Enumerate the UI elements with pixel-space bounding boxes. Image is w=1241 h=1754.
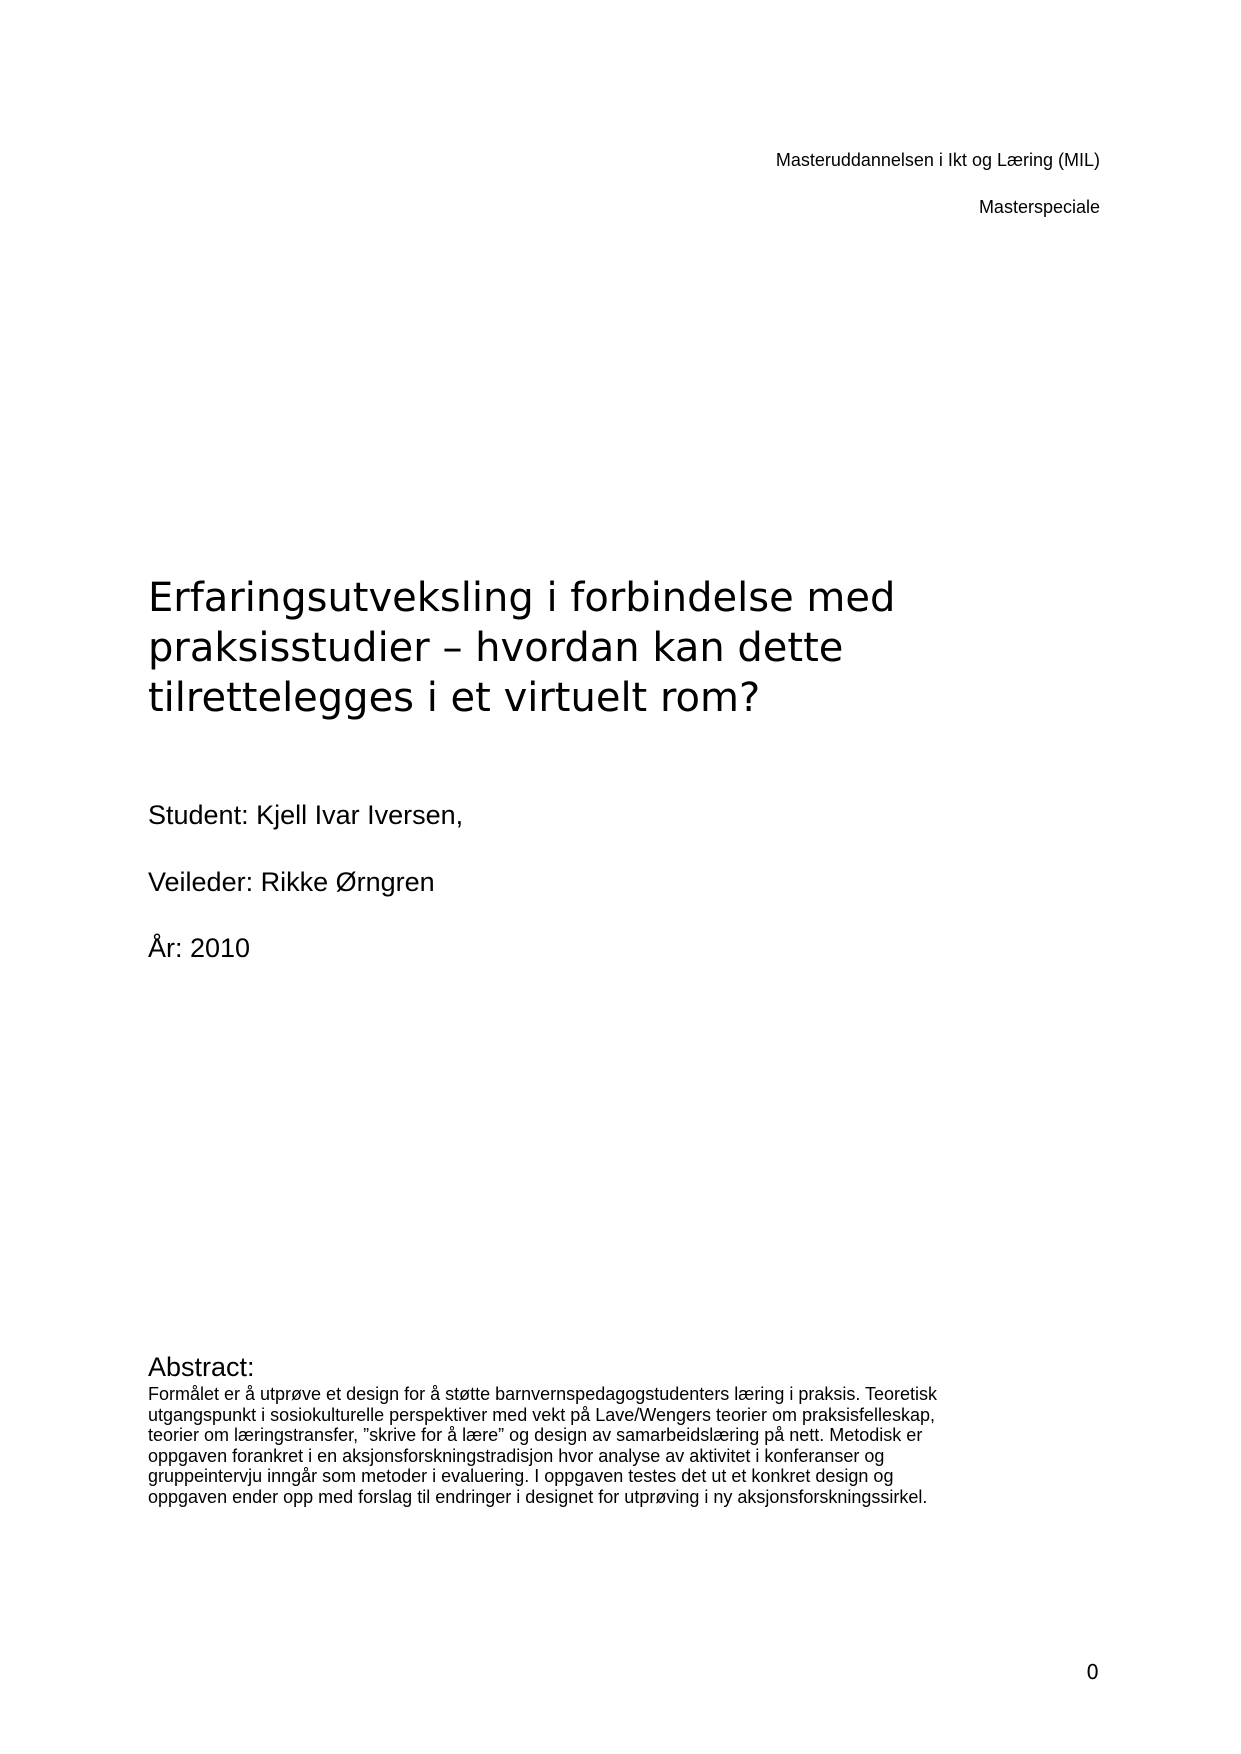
abstract-line: utgangspunkt i sosiokulturelle perspektiver med vekt på Lave/Wengers teorier om praksisfelleskap, (148, 1404, 936, 1425)
student-name: Student: Kjell Ivar Iversen, (148, 800, 464, 830)
supervisor-name: Veileder: Rikke Ørngren (148, 867, 435, 897)
document-type: Masterspeciale (978, 197, 1100, 217)
abstract-line: oppgaven ender opp med forslag til endringer i designet for utprøving i ny aksjonsforskningssirkel. (148, 1486, 928, 1507)
abstract-line: Formålet er å utprøve et design for å støtte barnvernspedagogstudenters læring i praksis. Teoretisk (148, 1384, 938, 1404)
abstract-body (148, 1384, 1108, 1507)
abstract-line: oppgaven forankret i en aksjonsforskningstradisjon hvor analyse av aktivitet i konferanser og (148, 1445, 885, 1466)
abstract-heading: Abstract: (148, 1352, 255, 1382)
thesis-title (148, 573, 1048, 723)
thesis-title-line: praksisstudier – hvordan kan dette (148, 625, 844, 671)
year: År: 2010 (148, 933, 251, 963)
thesis-title-line: tilrettelegges i et virtuelt rom? (148, 675, 761, 721)
program-name: Masteruddannelsen i Ikt og Læring (MIL) (775, 150, 1100, 170)
abstract-line: gruppeintervju inngår som metoder i evaluering. I oppgaven testes det ut et konkret design og (148, 1466, 894, 1486)
page-number: 0 (1086, 1660, 1099, 1684)
thesis-title-line: Erfaringsutveksling i forbindelse med (148, 575, 896, 621)
abstract-line: teorier om læringstransfer, ”skrive for å lære” og design av samarbeidslæring på nett. Metodisk er (148, 1425, 923, 1445)
